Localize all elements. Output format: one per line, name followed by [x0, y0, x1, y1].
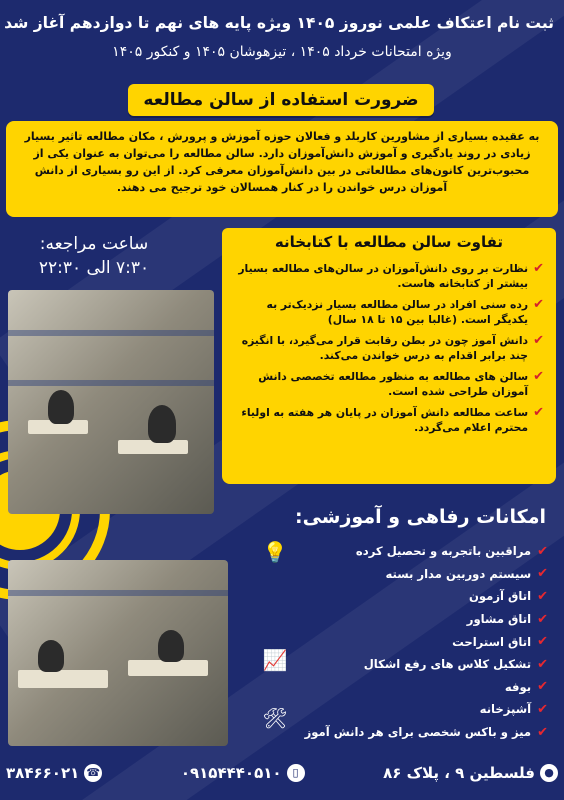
amenity-label: تشکیل کلاس های رفع اشکال	[363, 657, 532, 672]
difference-item	[232, 334, 544, 363]
photo-detail	[38, 640, 64, 672]
amenity-item	[250, 608, 548, 631]
difference-item-text: نظارت بر روی دانش‌آموزان در سالن‌های مطالعه بسیار بیشتر از کتابخانه هاست.	[238, 262, 529, 290]
study-hall-photo	[8, 290, 214, 514]
location-icon: ●	[540, 764, 558, 782]
mobile-icon: ▯	[287, 764, 305, 782]
study-hall-photo	[8, 560, 228, 746]
check-icon: ✔	[533, 333, 544, 348]
amenity-label: آشپزخانه	[479, 702, 532, 717]
amenity-label: اتاق استراحت	[452, 634, 532, 649]
footer-phone[interactable]	[6, 764, 102, 782]
check-icon: ✔	[537, 656, 548, 672]
photo-detail	[8, 380, 214, 386]
phone-icon: ☎	[84, 764, 102, 782]
section-banner: ضرورت استفاده از سالن مطالعه	[128, 84, 434, 116]
check-icon: ✔	[533, 261, 544, 276]
amenity-item	[250, 676, 548, 699]
photo-detail	[158, 630, 184, 662]
hours-label: ساعت مراجعه:	[39, 234, 149, 254]
lightbulb-icon: 💡	[262, 540, 288, 564]
amenity-label: مراقبین باتجربه و تحصیل کرده	[355, 544, 532, 559]
photo-detail	[48, 390, 74, 424]
amenity-item	[250, 540, 548, 563]
check-icon: ✔	[537, 634, 548, 650]
check-icon: ✔	[537, 566, 548, 582]
footer-mobile[interactable]	[181, 764, 305, 782]
amenity-label: اتاق مشاور	[466, 612, 532, 627]
check-icon: ✔	[537, 679, 548, 695]
difference-item-text: سالن های مطالعه به منظور مطالعه تخصصی دانش آموزان طراحی شده است.	[258, 370, 529, 398]
amenity-item	[250, 630, 548, 653]
photo-detail	[8, 590, 228, 596]
phone-text[interactable]: ۳۸۴۶۶۰۲۱	[6, 764, 80, 782]
chart-icon: 📈	[262, 648, 288, 672]
difference-item-text: رده سنی افراد در سالن مطالعه بسیار نزدیک‌تر به یکدیگر است. (غالبا بین ۱۵ تا ۱۸ سال)	[266, 298, 529, 326]
tools-icon: 🛠	[262, 706, 288, 730]
check-icon: ✔	[537, 701, 548, 717]
amenity-item	[250, 653, 548, 676]
check-icon: ✔	[537, 543, 548, 559]
difference-item	[232, 262, 544, 291]
photo-detail	[128, 660, 208, 676]
amenity-item	[250, 563, 548, 586]
amenities-list	[250, 540, 548, 743]
difference-item	[232, 298, 544, 327]
amenities-title: امکانات رفاهی و آموزشی:	[294, 506, 546, 528]
header-subtitle: ویژه امتحانات خرداد ۱۴۰۵ ، تیزهوشان ۱۴۰۵ و کنکور ۱۴۰۵	[112, 44, 452, 60]
check-icon: ✔	[537, 724, 548, 740]
amenity-item	[250, 698, 548, 721]
amenity-label: بوفه	[504, 679, 532, 694]
photo-detail	[8, 330, 214, 336]
header-title: ثبت نام اعتکاف علمی نوروز ۱۴۰۵ ویژه پایه های نهم تا دوازدهم آغاز شد	[4, 14, 554, 32]
amenity-label: اتاق آزمون	[469, 589, 532, 604]
photo-detail	[18, 670, 108, 688]
amenity-label: میز و باکس شخصی برای هر دانش آموز	[304, 725, 532, 740]
check-icon: ✔	[533, 297, 544, 312]
photo-detail	[148, 405, 176, 443]
address-text: فلسطین ۹ ، پلاک ۸۶	[383, 764, 535, 782]
amenity-item	[250, 585, 548, 608]
difference-list	[222, 256, 556, 484]
amenity-item	[250, 721, 548, 744]
difference-item-text: ساعت مطالعه دانش آموزان در پایان هر هفته به اولیاء محترم اعلام می‌گردد.	[241, 406, 529, 434]
hours-value: ۷:۳۰ الی ۲۲:۳۰	[38, 258, 150, 278]
mobile-text[interactable]: ۰۹۱۵۴۴۴۰۵۱۰	[180, 764, 282, 782]
check-icon: ✔	[537, 611, 548, 627]
difference-item-text: دانش آموز چون در بطن رقابت قرار می‌گیرد، با انگیزه چند برابر اقدام به درس خواندن می‌کند.	[241, 334, 529, 362]
check-icon: ✔	[537, 588, 548, 604]
intro-text: به عقیده بسیاری از مشاورین کاربلد و فعالان حوزه آموزش و پرورش ، مکان مطالعه تاثیر بسیار زیادی در روند یادگیری و آموزش دانش‌آموزان دارد. سالن مطالعه را می‌توان به عنوان یکی از محبوب‌ترین کانون‌های مطالعاتی در بین دانش‌آموزان معرفی کرد. از این رو بسیاری از دانش آموزان درس خواندن را در کنار همسالان خود ترجیح می دهند.	[6, 121, 558, 217]
difference-item	[232, 370, 544, 399]
difference-title: تفاوت سالن مطالعه با کتابخانه	[222, 228, 556, 256]
difference-item	[232, 406, 544, 435]
check-icon: ✔	[533, 369, 544, 384]
amenity-label: سیستم دوربین مدار بسته	[385, 566, 532, 581]
footer-contact	[6, 756, 558, 790]
check-icon: ✔	[533, 405, 544, 420]
footer-address	[383, 764, 558, 782]
hours-block	[14, 232, 174, 280]
